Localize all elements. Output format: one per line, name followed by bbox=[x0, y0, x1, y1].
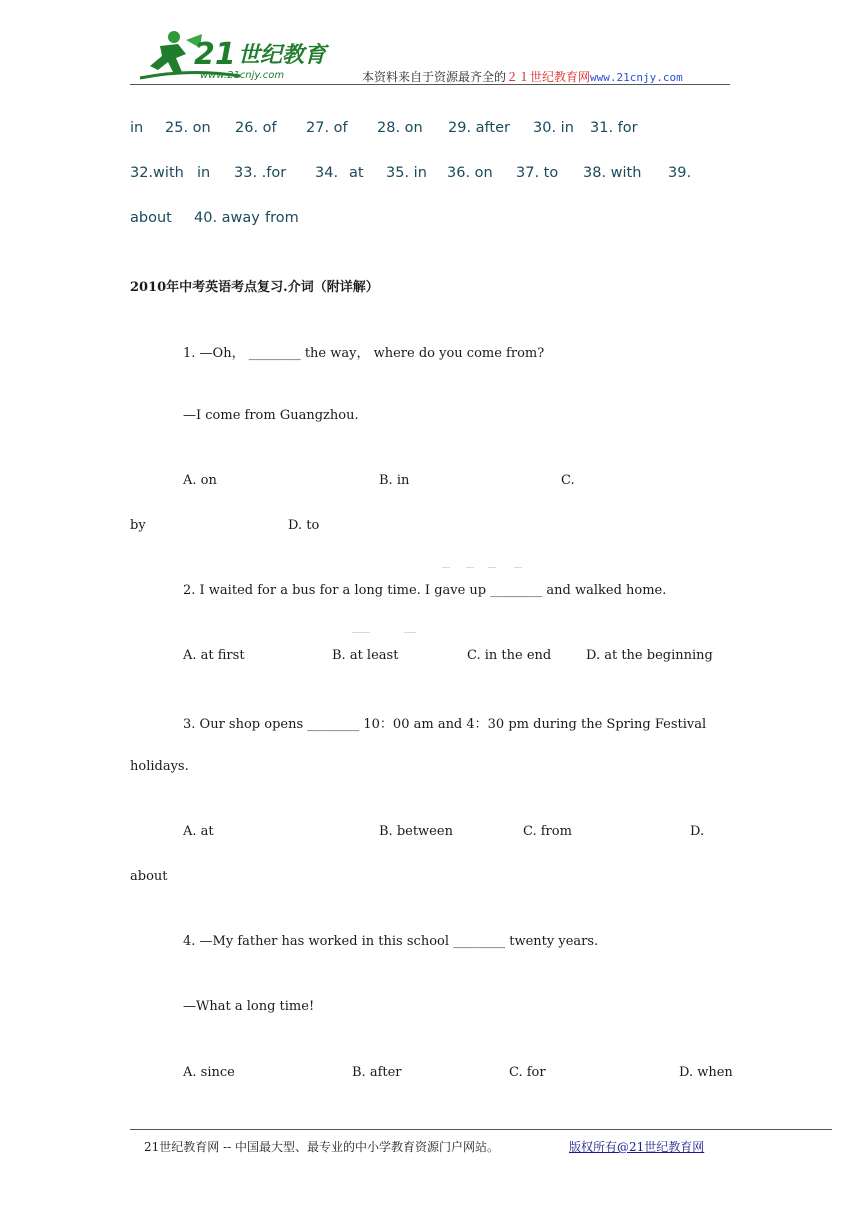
q4-option-a: A. since bbox=[183, 1065, 235, 1080]
page-header bbox=[130, 28, 730, 86]
faint-mark bbox=[466, 567, 474, 568]
q4-option-d: D. when bbox=[679, 1065, 733, 1080]
faint-mark bbox=[514, 567, 522, 568]
q4-reply: —What a long time! bbox=[183, 999, 315, 1014]
section-title: 2010年中考英语考点复习.介词（附详解） bbox=[130, 280, 379, 295]
answer-line-2: 32.with in 33. .for 34. at 35. in 36. on 37. to 38. with 39. bbox=[130, 165, 692, 181]
faint-mark bbox=[488, 567, 496, 568]
q1-option-c-label: C. bbox=[561, 473, 575, 488]
faint-mark bbox=[352, 632, 370, 633]
logo-text: 世纪教育 bbox=[238, 43, 327, 68]
header-tagline: 本资料来自于资源最齐全的２１世纪教育网www.21cnjy.com bbox=[362, 70, 683, 84]
q1-stem: 1. —Oh， ________ the way， where do you come from? bbox=[183, 346, 545, 361]
footer-divider bbox=[130, 1129, 832, 1130]
answer-line-3: about 40. away from bbox=[130, 210, 299, 226]
faint-mark bbox=[404, 632, 416, 633]
q3-option-c: C. from bbox=[523, 824, 572, 839]
q1-option-c-text: by bbox=[130, 518, 146, 533]
q2-option-c: C. in the end bbox=[467, 648, 552, 663]
q2-option-b: B. at least bbox=[332, 648, 399, 663]
q3-option-b: B. between bbox=[379, 824, 453, 839]
q2-option-d: D. at the beginning bbox=[586, 648, 713, 663]
q4-option-c: C. for bbox=[509, 1065, 546, 1080]
site-logo bbox=[130, 28, 330, 84]
svg-text:www.21cnjy.com: www.21cnjy.com bbox=[200, 70, 285, 81]
q1-option-b: B. in bbox=[379, 473, 410, 488]
q1-option-a: A. on bbox=[183, 473, 217, 488]
q4-option-b: B. after bbox=[352, 1065, 402, 1080]
faint-mark bbox=[442, 567, 450, 568]
q3-stem: 3. Our shop opens ________ 10：00 am and 4：30 pm during the Spring Festival bbox=[183, 717, 707, 732]
answer-line-1: in 25. on 26. of 27. of 28. on 29. after 30. in 31. for bbox=[130, 120, 638, 136]
q4-stem: 4. —My father has worked in this school ________ twenty years. bbox=[183, 934, 599, 949]
q1-option-d: D. to bbox=[288, 518, 320, 533]
footer-text: 21世纪教育网 -- 中国最大型、最专业的中小学教育资源门户网站。 bbox=[144, 1140, 500, 1154]
q3-option-d-text: about bbox=[130, 869, 168, 884]
q2-stem: 2. I waited for a bus for a long time. I gave up ________ and walked home. bbox=[183, 583, 667, 598]
footer-copyright-link[interactable]: 版权所有@21世纪教育网 bbox=[569, 1140, 705, 1154]
q2-option-a: A. at first bbox=[183, 648, 245, 663]
q3-stem-continued: holidays. bbox=[130, 759, 189, 774]
q1-reply: —I come from Guangzhou. bbox=[183, 408, 359, 423]
svg-text:21: 21 bbox=[194, 37, 236, 72]
header-divider bbox=[130, 84, 730, 85]
q3-option-a: A. at bbox=[183, 824, 214, 839]
q3-option-d-label: D. bbox=[690, 824, 705, 839]
